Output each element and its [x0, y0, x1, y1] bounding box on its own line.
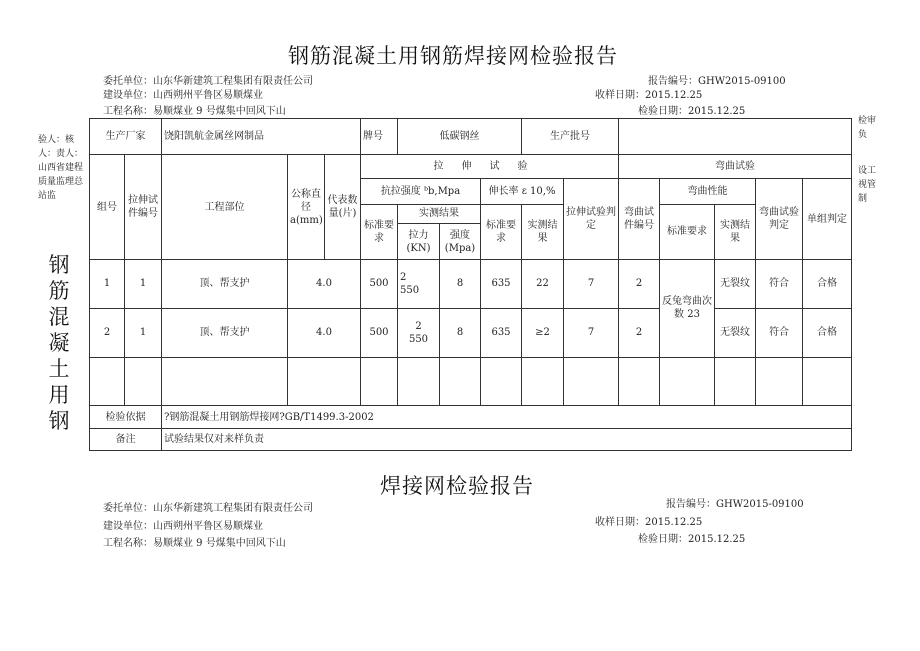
basis-value: ?钢筋混凝土用钢筋焊接网?GB/T1499.3-2002 — [162, 406, 852, 428]
builder-value: 山西朔州平鲁区易顺煤业 — [153, 90, 263, 101]
builder-label: 建设单位： — [103, 90, 153, 101]
cell-force: 2 550 — [398, 260, 440, 309]
report2-client-label: 委托单位： — [103, 503, 153, 514]
cell-bend-std: 反兔弯曲次数 23 — [660, 260, 715, 358]
cell-single-judge: 合格 — [803, 308, 852, 357]
tensile-strength-header: 抗拉强度 ᵇb,Mpa — [361, 179, 481, 204]
client-value: 山东华新建筑工程集团有限责任公司 — [153, 76, 313, 87]
report2-builder-label: 建设单位： — [103, 521, 153, 532]
report2-receive-date-value: 2015.12.25 — [645, 517, 703, 528]
basis-label: 检验依据 — [90, 406, 162, 428]
cell-std: 500 — [361, 260, 398, 309]
report2-no-label: 报告编号： — [666, 499, 716, 510]
col-location: 工程部位 — [162, 155, 288, 260]
cell-strength: 8 — [440, 308, 481, 357]
project-line — [103, 102, 286, 117]
producer-value: 饶阳凯航金属丝网制品 — [162, 119, 361, 155]
bend-judge-header: 弯曲试验判定 — [756, 179, 803, 260]
right-side-note-mid: 设工视管制 — [858, 166, 877, 204]
cell-diameter: 4.0 — [288, 308, 361, 357]
report2-no-value: GHW2015-09100 — [716, 499, 804, 510]
report2-project-value: 易顺煤业 9 号煤集中回风下山 — [153, 538, 286, 549]
col-group: 组号 — [90, 155, 125, 260]
producer-label: 生产厂家 — [90, 119, 162, 155]
project-value: 易顺煤业 9 号煤集中回风下山 — [153, 106, 286, 117]
inspect-date-label: 检验日期： — [638, 106, 688, 117]
receive-date-label: 收样日期： — [595, 90, 645, 101]
cell-location: 顶、帮支护 — [162, 308, 288, 357]
remark-label: 备注 — [90, 428, 162, 450]
inspect-date-line — [638, 102, 745, 117]
elongation-header: 伸长率 ε 10,% — [481, 179, 564, 204]
cell-std: 500 — [361, 308, 398, 357]
cell-tensile-no: 1 — [125, 308, 162, 357]
bend-test-header: 弯曲试验 — [619, 155, 852, 179]
cell-bend-judge: 符合 — [756, 260, 803, 309]
cell-bend-judge: 符合 — [756, 308, 803, 357]
bend-std-header: 标准要求 — [660, 204, 715, 259]
std-req-header: 标准要求 — [361, 204, 398, 259]
report2-title: 焊接网检验报告 — [380, 474, 534, 498]
report2-no-line — [666, 495, 804, 510]
report2-client-line — [103, 499, 313, 514]
cell-tensile-no: 1 — [125, 260, 162, 309]
cell-bend-measured: 无裂纹 — [715, 260, 756, 309]
col-tensile-no: 拉伸试件编号 — [125, 155, 162, 260]
client-line — [103, 72, 313, 87]
table-row — [90, 308, 852, 357]
vertical-title: 钢筋混凝土用钢 — [48, 253, 70, 433]
remark-value: 试验结果仅对来样负责 — [162, 428, 852, 450]
cell-location: 顶、帮支护 — [162, 260, 288, 309]
project-label: 工程名称： — [103, 106, 153, 117]
inspection-table — [89, 118, 852, 451]
client-label: 委托单位： — [103, 76, 153, 87]
cell-elong-std: 635 — [481, 308, 522, 357]
cell-bend-no: 2 — [619, 308, 660, 357]
bend-no-header: 弯曲试件编号 — [619, 179, 660, 260]
report2-inspect-date-label: 检验日期： — [638, 534, 688, 545]
report2-inspect-date-line — [638, 530, 745, 545]
cell-elong-measured: ≥2 — [522, 308, 564, 357]
cell-single-judge: 合格 — [803, 260, 852, 309]
cell-bend-no: 2 — [619, 260, 660, 309]
left-side-note: 验人：核人：责人：山西省建程质量监理总站监 — [38, 135, 84, 201]
col-diameter: 公称直径a(mm) — [288, 155, 325, 260]
elong-std-header: 标准要求 — [481, 204, 522, 259]
right-side-note-top: 检审负 — [858, 116, 877, 140]
bend-measured-header: 实测结果 — [715, 204, 756, 259]
grade-value: 低碳钢丝 — [398, 119, 522, 155]
measured-header: 实测结果 — [398, 204, 481, 223]
report2-receive-date-label: 收样日期： — [595, 517, 645, 528]
bend-perf-header: 弯曲性能 — [660, 179, 756, 204]
report2-builder-line — [103, 517, 263, 532]
report-title: 钢筋混凝土用钢筋焊接网检验报告 — [288, 44, 618, 68]
receive-date-line — [595, 86, 702, 101]
cell-tensile-judge: 7 — [564, 308, 619, 357]
cell-diameter: 4.0 — [288, 260, 361, 309]
report2-project-label: 工程名称： — [103, 538, 153, 549]
cell-group: 1 — [90, 260, 125, 309]
cell-force: 2 550 — [398, 308, 440, 357]
cell-bend-measured: 无裂纹 — [715, 308, 756, 357]
table-row-empty — [90, 357, 852, 406]
single-judge-header: 单组判定 — [803, 179, 852, 260]
cell-strength: 8 — [440, 260, 481, 309]
receive-date-value: 2015.12.25 — [645, 90, 703, 101]
report2-project-line — [103, 534, 286, 549]
report2-builder-value: 山西朔州平鲁区易顺煤业 — [153, 521, 263, 532]
cell-group: 2 — [90, 308, 125, 357]
grade-label: 牌号 — [361, 119, 398, 155]
inspect-date-value: 2015.12.25 — [688, 106, 746, 117]
batch-label: 生产批号 — [522, 119, 619, 155]
builder-line — [103, 86, 263, 101]
table-row — [90, 260, 852, 309]
force-header: 拉力(KN) — [398, 223, 440, 259]
tensile-test-header: 拉伸试验 — [361, 155, 619, 179]
cell-elong-std: 635 — [481, 260, 522, 309]
report-no-line — [648, 72, 786, 87]
elong-measured-header: 实测结果 — [522, 204, 564, 259]
report2-client-value: 山东华新建筑工程集团有限责任公司 — [153, 503, 313, 514]
report2-inspect-date-value: 2015.12.25 — [688, 534, 746, 545]
batch-value — [619, 119, 852, 155]
report-no-label: 报告编号： — [648, 76, 698, 87]
report-no-value: GHW2015-09100 — [698, 76, 786, 87]
col-rep-qty: 代表数量(片) — [325, 155, 361, 260]
strength-header: 强度(Mpa) — [440, 223, 481, 259]
tensile-judge-header: 拉伸试验判定 — [564, 179, 619, 260]
cell-tensile-judge: 7 — [564, 260, 619, 309]
cell-elong-measured: 22 — [522, 260, 564, 309]
report2-receive-date-line — [595, 513, 702, 528]
